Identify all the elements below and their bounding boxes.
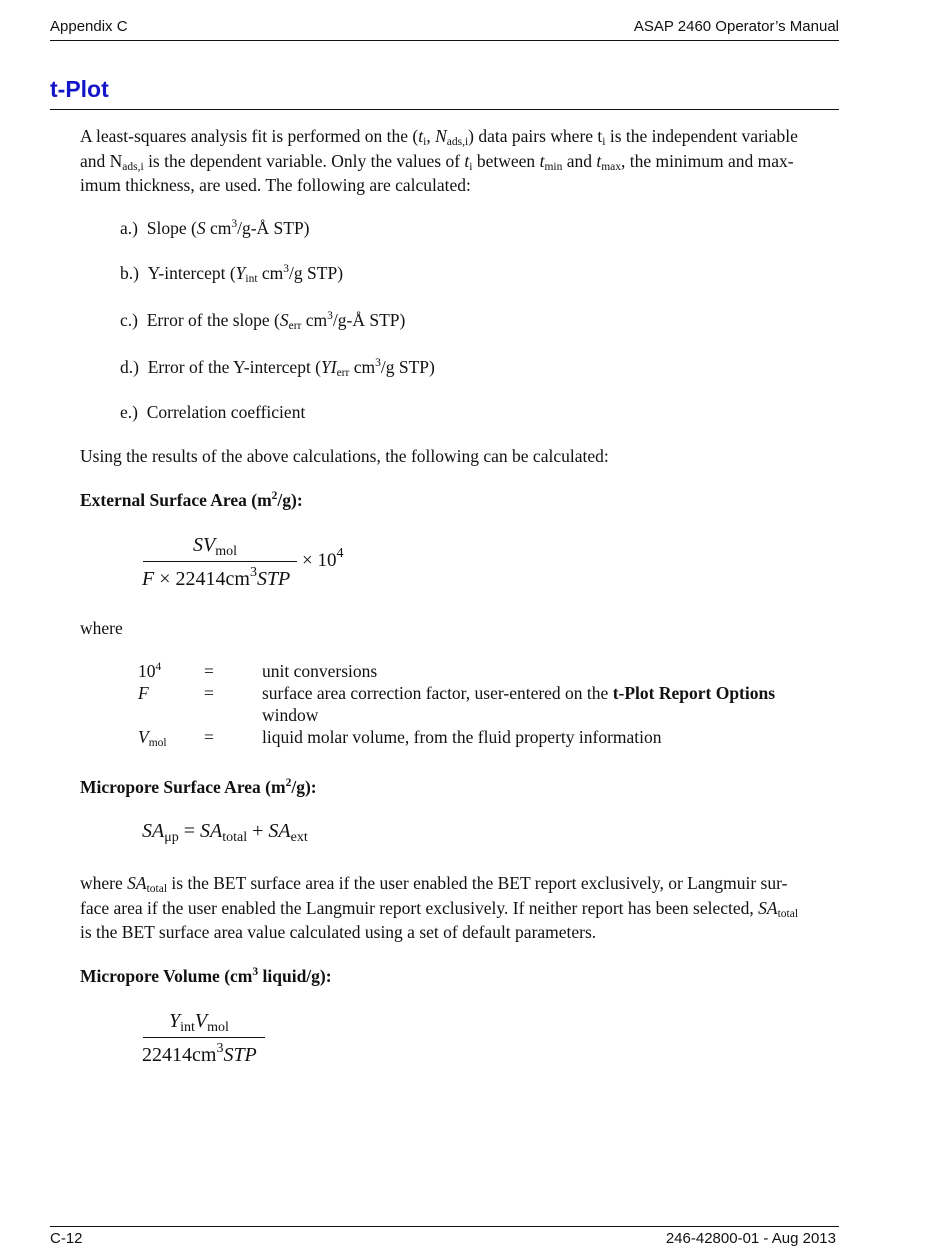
micropore-volume-fraction-bar bbox=[143, 1037, 265, 1038]
micropore-sa-paragraph bbox=[80, 871, 850, 945]
header-left: Appendix C bbox=[50, 18, 128, 35]
list-item-c: c.) Error of the slope ($S_{err}$ $cm^3/g-Å$ STP) bbox=[120, 310, 406, 332]
where-r3-definition: liquid molar volume, from the fluid property information bbox=[262, 727, 662, 747]
list-item-b: b.) Y-intercept ($Y_{int}$ $cm^3/g$ STP) bbox=[120, 263, 344, 285]
ext-formula-multiplier: × $10^4$ bbox=[302, 546, 344, 571]
micropore-volume-numerator: $Y_{int}V_{mol}$ bbox=[169, 1010, 229, 1035]
intro-line-3: imum thickness, are used. The following are calculated: bbox=[80, 175, 471, 195]
header-rule bbox=[50, 40, 839, 41]
list-item-e: e.) Correlation coefficient bbox=[120, 402, 306, 422]
using-results-text: Using the results of the above calculations, the following can be calculated: bbox=[80, 446, 609, 466]
intro-line-2: and $N_{ads,i}$ is the dependent variable. Only the values of $t_i$ between $t_{min}$ and $t_{max}$, the minimum and max- bbox=[80, 150, 794, 173]
where-r3-eq: = bbox=[204, 727, 214, 747]
ext-formula-numerator: $SV_{mol}$ bbox=[193, 534, 237, 559]
intro-line-1: A least-squares analysis fit is performed on the ($t_i$, $N_{ads,i}$) data pairs where $t_i$ is the independent variable bbox=[80, 126, 798, 148]
micropore-sa-heading: Micropore Surface Area $(m^2/g)$: bbox=[80, 777, 317, 797]
footer-left: C-12 bbox=[50, 1230, 83, 1247]
intro-paragraph bbox=[80, 124, 850, 198]
ext-formula-fraction-bar bbox=[143, 561, 297, 562]
list-item-d: d.) Error of the Y-intercept ($YI_{err}$ $cm^3/g$ STP) bbox=[120, 357, 435, 379]
header-right: ASAP 2460 Operator’s Manual bbox=[633, 18, 839, 35]
where-r1-eq: = bbox=[204, 661, 214, 681]
micropore-sa-formula: $SA_{\mu p} = SA_{total} + SA_{ext}$ bbox=[142, 820, 308, 845]
ext-formula-denominator: $F \times 22414cm^3STP$ bbox=[142, 565, 291, 590]
where-label: where bbox=[80, 618, 123, 638]
where-r1-definition: unit conversions bbox=[262, 661, 378, 681]
list-item-a: a.) Slope (S $cm^3/g-Å$ STP) bbox=[120, 218, 310, 238]
where-r3-symbol: $V_{mol}$ bbox=[138, 727, 167, 749]
micropore-sa-line-2: face area if the user enabled the Langmuir report exclusively. If neither report has been selected, $SA_{total}$ bbox=[80, 897, 799, 920]
ext-surface-area-heading: External Surface Area $(m^2/g)$: bbox=[80, 490, 303, 510]
micropore-sa-line-1: where $SA_{total}$ is the BET surface area if the user enabled the BET report exclusively, or Langmuir sur- bbox=[80, 873, 788, 895]
micropore-volume-heading: Micropore Volume ($cm^3$ liquid/g): bbox=[80, 966, 332, 986]
where-r2-eq: = bbox=[204, 683, 214, 703]
section-title: t-Plot bbox=[50, 76, 109, 102]
where-r2-definition-cont: window bbox=[262, 705, 319, 725]
micropore-sa-line-3: is the BET surface area value calculated using a set of default parameters. bbox=[80, 922, 597, 942]
title-rule bbox=[50, 109, 839, 110]
where-r2-symbol: F bbox=[138, 683, 149, 703]
footer-rule bbox=[50, 1226, 839, 1227]
micropore-volume-denominator: $22414cm^3STP$ bbox=[142, 1041, 257, 1066]
where-r1-symbol: $10^4$ bbox=[138, 661, 162, 681]
footer-right: 246-42800-01 - Aug 2013 bbox=[665, 1230, 836, 1247]
where-r2-definition: surface area correction factor, user-entered on the t-Plot Report Options bbox=[262, 683, 776, 703]
